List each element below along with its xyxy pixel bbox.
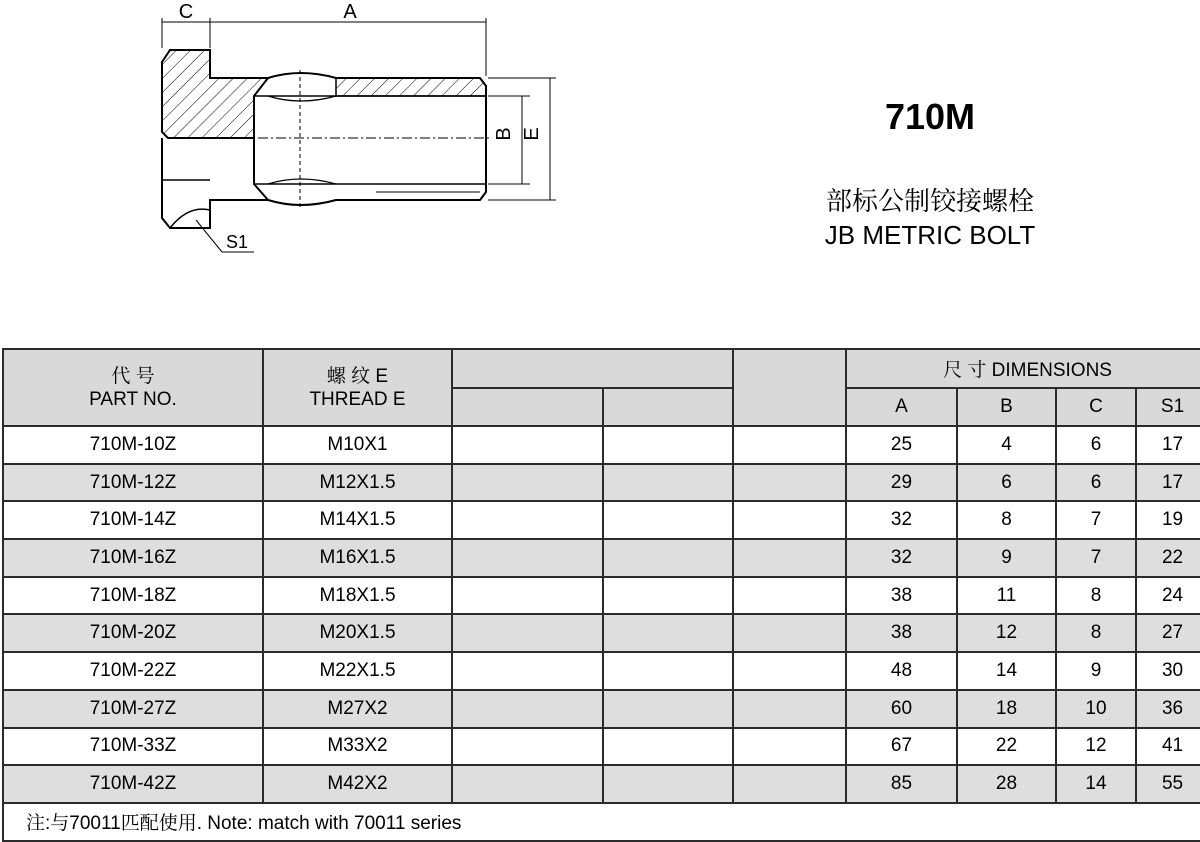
part-no-cell: 710M-16Z xyxy=(3,539,263,577)
part-no-cell: 710M-12Z xyxy=(3,464,263,502)
thread-cell: M10X1 xyxy=(263,426,452,464)
table-row xyxy=(3,577,1200,615)
part-no-cell: 710M-14Z xyxy=(3,501,263,539)
header-dim-a: A xyxy=(846,388,957,426)
blank-cell xyxy=(603,690,733,728)
dim-c-cell: 8 xyxy=(1056,577,1136,615)
product-subtitle xyxy=(790,184,1070,252)
header-dim-c: C xyxy=(1056,388,1136,426)
subtitle-english: JB METRIC BOLT xyxy=(824,220,1036,250)
blank-cell xyxy=(733,426,846,464)
dim-s1-cell: 41 xyxy=(1136,728,1200,766)
table-row xyxy=(3,690,1200,728)
dim-b-cell: 11 xyxy=(957,577,1056,615)
dim-c-cell: 6 xyxy=(1056,426,1136,464)
dim-a-cell: 67 xyxy=(846,728,957,766)
part-no-cell: 710M-10Z xyxy=(3,426,263,464)
table-row xyxy=(3,728,1200,766)
blank-cell xyxy=(733,652,846,690)
blank-cell xyxy=(733,728,846,766)
blank-cell xyxy=(733,614,846,652)
blank-cell xyxy=(733,501,846,539)
dim-b-cell: 18 xyxy=(957,690,1056,728)
thread-cell: M18X1.5 xyxy=(263,577,452,615)
part-no-cell: 710M-22Z xyxy=(3,652,263,690)
blank-cell xyxy=(603,577,733,615)
dim-a-cell: 60 xyxy=(846,690,957,728)
dim-a-cell: 38 xyxy=(846,614,957,652)
blank-cell xyxy=(603,464,733,502)
blank-cell xyxy=(452,765,603,803)
table-row xyxy=(3,426,1200,464)
blank-cell xyxy=(452,464,603,502)
header-blank-cell xyxy=(733,349,846,426)
blank-cell xyxy=(733,464,846,502)
dim-s1-cell: 27 xyxy=(1136,614,1200,652)
dim-b-cell: 14 xyxy=(957,652,1056,690)
dim-c-cell: 10 xyxy=(1056,690,1136,728)
table-row xyxy=(3,539,1200,577)
dim-c-cell: 14 xyxy=(1056,765,1136,803)
header-blank-sub-1 xyxy=(452,388,603,426)
table-row xyxy=(3,765,1200,803)
blank-cell xyxy=(603,539,733,577)
dim-c-cell: 12 xyxy=(1056,728,1136,766)
dim-s1-cell: 19 xyxy=(1136,501,1200,539)
blank-cell xyxy=(452,728,603,766)
dim-s1-cell: 17 xyxy=(1136,426,1200,464)
blank-cell xyxy=(733,577,846,615)
blank-cell xyxy=(452,501,603,539)
thread-cell: M14X1.5 xyxy=(263,501,452,539)
dim-label-c: C xyxy=(178,1,194,23)
header-blank-sub-2 xyxy=(603,388,733,426)
dim-c-cell: 7 xyxy=(1056,501,1136,539)
dim-s1-cell: 30 xyxy=(1136,652,1200,690)
dim-label-e: E xyxy=(521,127,543,141)
table-row xyxy=(3,464,1200,502)
blank-cell xyxy=(452,426,603,464)
dim-a-cell: 25 xyxy=(846,426,957,464)
header-dim-s1: S1 xyxy=(1136,388,1200,426)
subtitle-chinese: 部标公制铰接螺栓 xyxy=(825,186,1034,216)
blank-cell xyxy=(603,426,733,464)
dim-a-cell: 32 xyxy=(846,539,957,577)
header-blank-group xyxy=(452,349,733,388)
blank-cell xyxy=(452,614,603,652)
dim-label-a: A xyxy=(343,1,357,23)
part-no-cell: 710M-18Z xyxy=(3,577,263,615)
thread-cell: M22X1.5 xyxy=(263,652,452,690)
dim-a-cell: 38 xyxy=(846,577,957,615)
blank-cell xyxy=(733,765,846,803)
thread-cell: M33X2 xyxy=(263,728,452,766)
dim-b-cell: 12 xyxy=(957,614,1056,652)
dimensions-table xyxy=(2,348,1200,842)
bolt-technical-drawing xyxy=(0,0,620,270)
dim-s1-cell: 22 xyxy=(1136,539,1200,577)
dim-s1-cell: 36 xyxy=(1136,690,1200,728)
thread-cell: M42X2 xyxy=(263,765,452,803)
header-dimensions: 尺 寸 DIMENSIONS xyxy=(846,349,1200,388)
dim-a-cell: 48 xyxy=(846,652,957,690)
dim-s1-cell: 17 xyxy=(1136,464,1200,502)
thread-cell: M20X1.5 xyxy=(263,614,452,652)
dim-b-cell: 9 xyxy=(957,539,1056,577)
dim-s1-cell: 55 xyxy=(1136,765,1200,803)
dim-label-s1: S1 xyxy=(226,232,249,252)
dim-b-cell: 8 xyxy=(957,501,1056,539)
part-no-cell: 710M-20Z xyxy=(3,614,263,652)
header-part-no: 代 号 PART NO. xyxy=(3,349,263,426)
dim-label-b: B xyxy=(493,127,515,141)
blank-cell xyxy=(603,501,733,539)
dim-b-cell: 28 xyxy=(957,765,1056,803)
thread-cell: M16X1.5 xyxy=(263,539,452,577)
footnote: 注:与70011匹配使用. Note: match with 70011 series xyxy=(3,803,1200,841)
dim-b-cell: 6 xyxy=(957,464,1056,502)
header-dim-b: B xyxy=(957,388,1056,426)
header-thread: 螺 纹 E THREAD E xyxy=(263,349,452,426)
table-row xyxy=(3,614,1200,652)
dim-c-cell: 7 xyxy=(1056,539,1136,577)
table-row xyxy=(3,652,1200,690)
blank-cell xyxy=(733,539,846,577)
product-code-title: 710M xyxy=(884,96,976,137)
blank-cell xyxy=(733,690,846,728)
thread-cell: M27X2 xyxy=(263,690,452,728)
blank-cell xyxy=(603,652,733,690)
dim-s1-cell: 24 xyxy=(1136,577,1200,615)
dim-a-cell: 32 xyxy=(846,501,957,539)
blank-cell xyxy=(603,728,733,766)
thread-cell: M12X1.5 xyxy=(263,464,452,502)
dim-c-cell: 8 xyxy=(1056,614,1136,652)
dim-c-cell: 9 xyxy=(1056,652,1136,690)
blank-cell xyxy=(452,539,603,577)
blank-cell xyxy=(452,652,603,690)
dim-c-cell: 6 xyxy=(1056,464,1136,502)
dim-b-cell: 22 xyxy=(957,728,1056,766)
blank-cell xyxy=(452,690,603,728)
part-no-cell: 710M-27Z xyxy=(3,690,263,728)
part-no-cell: 710M-33Z xyxy=(3,728,263,766)
blank-cell xyxy=(603,614,733,652)
blank-cell xyxy=(452,577,603,615)
dim-b-cell: 4 xyxy=(957,426,1056,464)
dim-a-cell: 29 xyxy=(846,464,957,502)
dim-a-cell: 85 xyxy=(846,765,957,803)
blank-cell xyxy=(603,765,733,803)
table-row xyxy=(3,501,1200,539)
part-no-cell: 710M-42Z xyxy=(3,765,263,803)
